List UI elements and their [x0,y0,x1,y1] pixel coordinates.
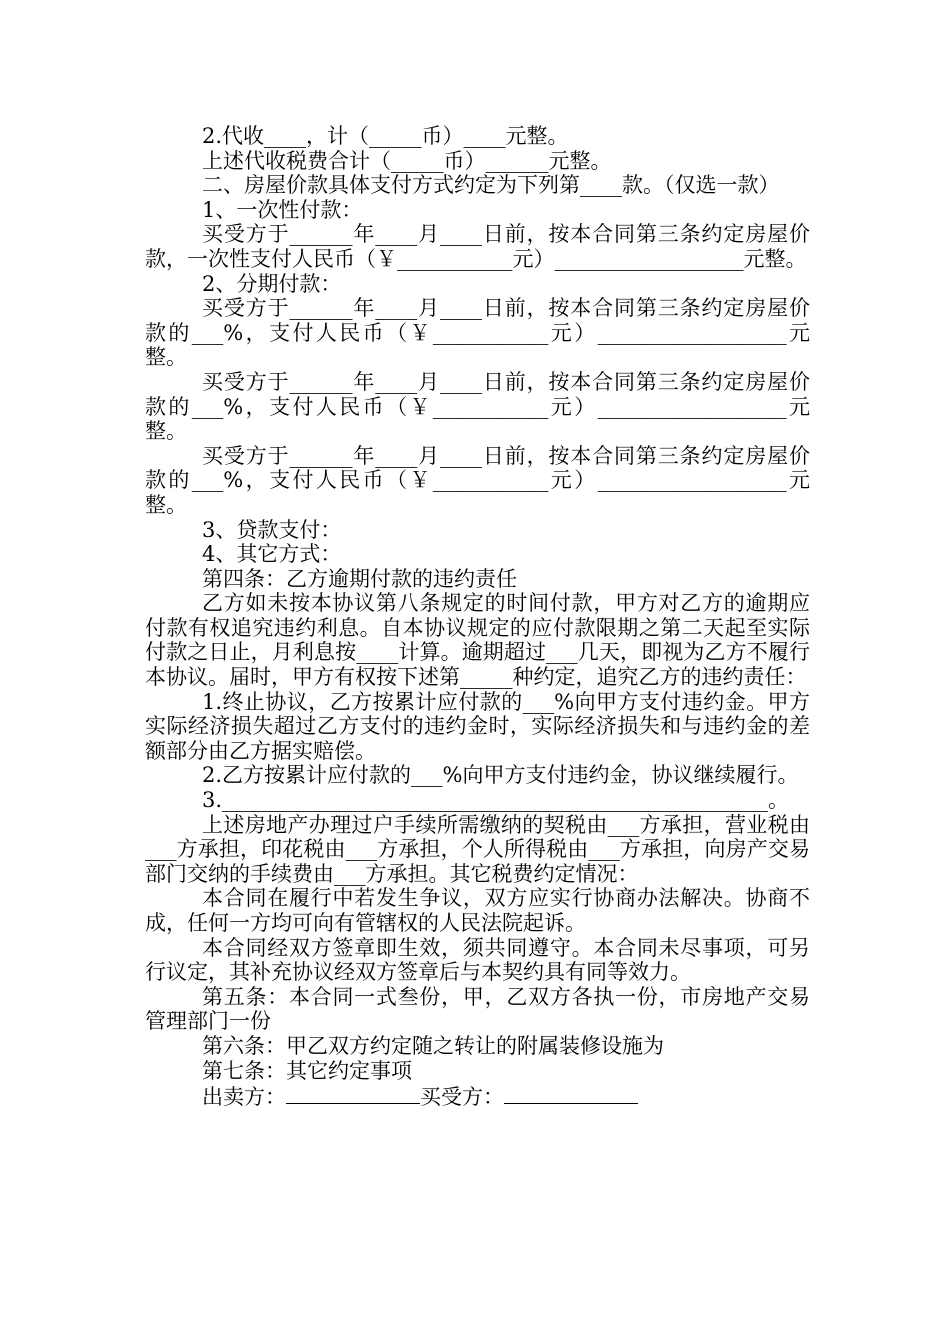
buyer-signature-blank [504,1083,638,1104]
seller-signature-blank [286,1083,420,1104]
signature-line [145,1083,810,1110]
contract-page [145,124,810,1110]
article-5: 第五条：本合同一式叁份，甲，乙双方各执一份，市房地产交易管理部门一份 [145,984,810,1034]
paragraph-installment-2: 买受方于______年____月____日前，按本合同第三条约定房屋价款的___%，支付人民币（￥___________元）__________________元整。 [145,369,810,444]
paragraph-option-3: 3.____________________________________________________。 [202,788,790,813]
heading-lump-sum: 1、一次性付款： [202,197,363,222]
heading-loan-payment: 3、贷款支付： [202,517,342,542]
paragraph-installment-1: 买受方于______年____月____日前，按本合同第三条约定房屋价款的___%，支付人民币（￥___________元）__________________元整。 [145,296,810,370]
paragraph-disputes: 本合同在履行中若发生争议，双方应实行协商办法解决。协商不成，任何一方均可向有管辖权的人民法院起诉。 [145,886,810,935]
paragraph-continue-option: 2.乙方按累计应付款的___%向甲方支付违约金，协议继续履行。 [202,763,799,788]
paragraph-late-payment: 乙方如未按本协议第八条规定的时间付款，甲方对乙方的逾期应付款有权追究违约利息。自本协议规定的应付款限期之第二天起至实际付款之日止，月利息按____计算。逾期超过___几天，即视为乙方不履行本协议。届时，甲方有权按下述第_____种约定，追究乙方的违约责任： [145,591,810,690]
article-4-title: 第四条：乙方逾期付款的违约责任 [202,566,517,591]
seller-label: 出卖方： [202,1085,286,1110]
buyer-label: 买受方： [420,1085,504,1110]
paragraph-payment-method: 二、房屋价款具体支付方式约定为下列第____款。（仅选一款） [202,173,780,198]
paragraph-terminate-option: 1.终止协议，乙方按累计应付款的___%向甲方支付违约金。甲方实际经济损失超过乙方支付的违约金时，实际经济损失和与违约金的差额部分由乙方据实赔偿。 [145,689,810,763]
paragraph-effectiveness: 本合同经双方签章即生效，须共同遵守。本合同未尽事项，可另行议定，其补充协议经双方签章后与本契约具有同等效力。 [145,935,810,985]
heading-other-methods: 4、其它方式： [202,542,342,567]
paragraph-collection-total: 上述代收税费合计（_____币）______元整。 [202,148,612,173]
article-7: 第七条：其它约定事项 [202,1058,412,1083]
article-6: 第六条：甲乙双方约定随之转让的附属装修设施为 [202,1033,664,1058]
paragraph-taxes: 上述房地产办理过户手续所需缴纳的契税由___方承担，营业税由___方承担，印花税由___方承担，个人所得税由___方承担，向房产交易部门交纳的手续费由___方承担。其它税费约定情况： [145,812,810,886]
paragraph-lump-sum: 买受方于______年____月____日前，按本合同第三条约定房屋价款，一次性支付人民币（￥___________元）__________________元整。 [145,222,810,271]
paragraph-collection-item-2: 2.代收____，计（_____币）____元整。 [202,124,569,148]
heading-installment: 2、分期付款： [202,271,342,296]
paragraph-installment-3: 买受方于______年____月____日前，按本合同第三条约定房屋价款的___%，支付人民币（￥___________元）__________________元整。 [145,443,810,517]
